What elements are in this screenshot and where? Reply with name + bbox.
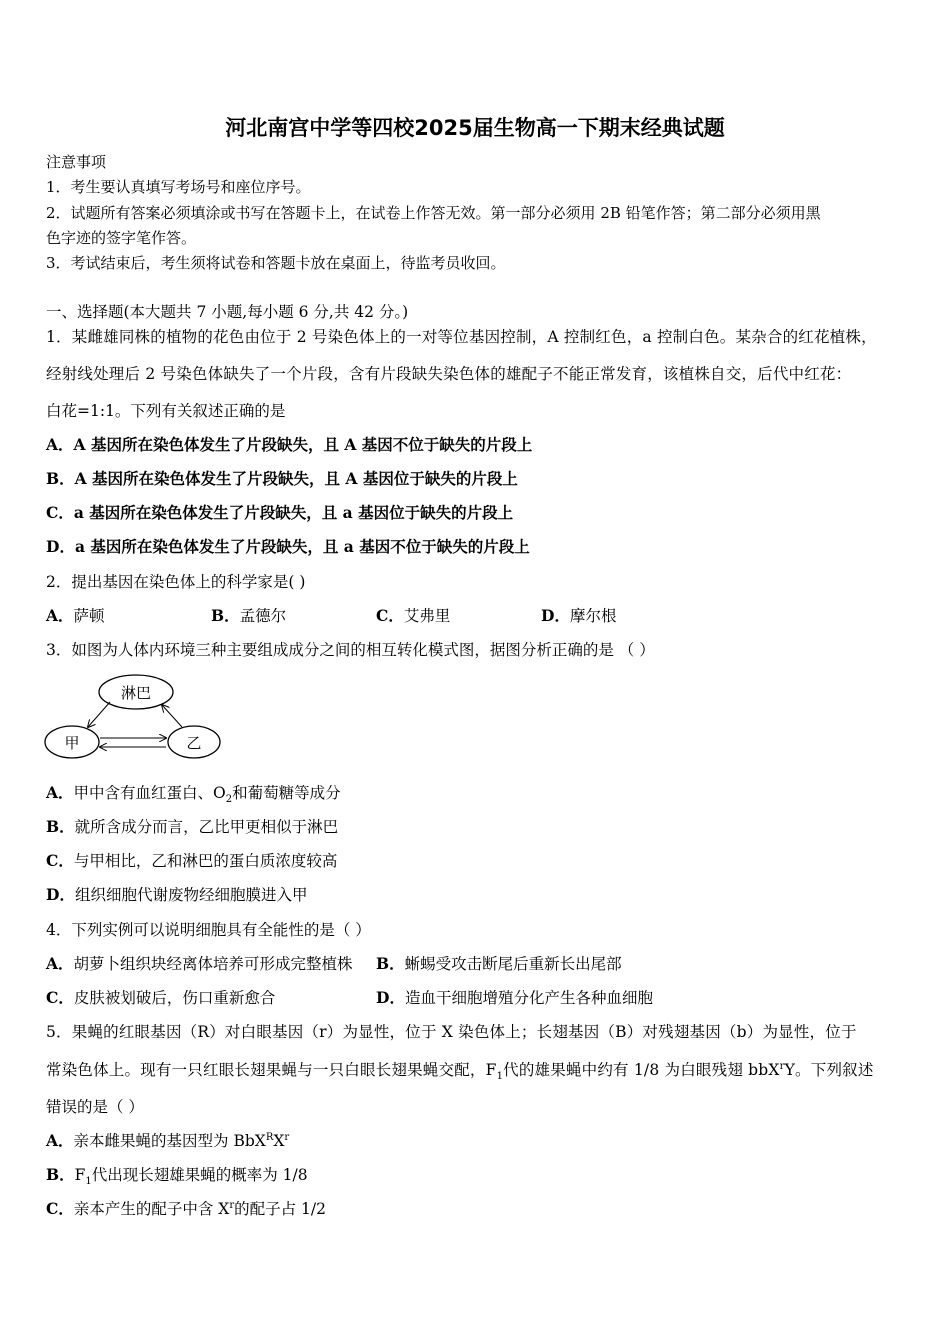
q4-option-a: A．胡萝卜组织块经离体培养可形成完整植株 <box>46 954 353 973</box>
option-key: A． <box>46 435 74 454</box>
q2-option-d: D．摩尔根 <box>541 606 617 625</box>
q3-option-a: A．甲中含有血红蛋白、$O_2$和葡萄糖等成分 <box>46 783 341 806</box>
q5-stem-line-2: 常染色体上。现有一只红眼长翅果蝇与一只白眼长翅果蝇交配，$F_1$代的雄果蝇中约有 1/8 为白眼残翅 bbX$^r$Y。下列叙述 <box>46 1060 874 1083</box>
q2-option-c: C．艾弗里 <box>376 606 451 625</box>
notice-heading: 注意事项 <box>46 153 107 171</box>
q5-stem-line-3: 错误的是（ ） <box>46 1098 144 1116</box>
arrow-yi-to-lymph <box>162 705 182 727</box>
option-key: B． <box>46 469 75 488</box>
q4-option-b: B．蜥蜴受攻击断尾后重新长出尾部 <box>376 954 622 973</box>
diagram-label-lymph: 淋巴 <box>120 684 152 702</box>
q5-option-b: B．$F_1$代出现长翅雄果蝇的概率为 1/8 <box>46 1165 308 1188</box>
q4-option-d: D．造血干细胞增殖分化产生各种血细胞 <box>376 988 653 1007</box>
q2-option-a: A．萨顿 <box>46 606 105 625</box>
q5-option-a: A．亲本雌果蝇的基因型为 $BbX^RX^r$ <box>46 1131 290 1150</box>
notice-item-3: 3．考试结束后，考生须将试卷和答题卡放在桌面上，待监考员收回。 <box>46 254 506 272</box>
q1-option-c <box>46 503 513 523</box>
q3-stem: 3．如图为人体内环境三种主要组成成分之间的相互转化模式图，据图分析正确的是 （ ） <box>46 641 655 659</box>
q4-stem: 4．下列实例可以说明细胞具有全能性的是（ ） <box>46 921 371 939</box>
q2-stem: 2．提出基因在染色体上的科学家是( ) <box>46 573 306 591</box>
notice-item-2-cont: 色字迹的签字笔作答。 <box>46 229 197 247</box>
q2-option-b: B．孟德尔 <box>211 606 287 625</box>
q5-option-c: C．亲本产生的配子中含 $X^r$的配子占 1/2 <box>46 1199 326 1218</box>
option-text: a 基因所在染色体发生了片段缺失，且 a 基因不位于缺失的片段上 <box>74 537 530 556</box>
notice-item-1: 1．考生要认真填写考场号和座位序号。 <box>46 178 311 196</box>
option-text: A 基因所在染色体发生了片段缺失，且 A 基因不位于缺失的片段上 <box>73 435 533 454</box>
q1-stem-line-1: 1．某雌雄同株的植物的花色由位于 2 号染色体上的一对等位基因控制，A 控制红色，a 控制白色。某杂合的红花植株， <box>46 328 877 346</box>
diagram-label-yi: 乙 <box>186 734 202 752</box>
q1-stem-line-3: 白花=1:1。下列有关叙述正确的是 <box>46 402 286 420</box>
q1-option-d <box>46 537 530 557</box>
q1-option-b <box>46 469 518 489</box>
q5-stem-line-1: 5．果蝇的红眼基因（R）对白眼基因（r）为显性，位于 X 染色体上；长翅基因（B）对残翅基因（b）为显性，位于 <box>46 1023 857 1041</box>
q1-stem-line-2: 经射线处理后 2 号染色体缺失了一个片段，含有片段缺失染色体的雄配子不能正常发育，该植株自交，后代中红花： <box>46 365 852 383</box>
section-heading: 一、选择题(本大题共 7 小题,每小题 6 分,共 42 分。) <box>46 303 409 321</box>
page-title: 河北南宫中学等四校2025届生物高一下期末经典试题 <box>225 116 725 140</box>
q3-option-b: B．就所含成分而言，乙比甲更相似于淋巴 <box>46 817 339 836</box>
notice-item-2: 2．试题所有答案必须填涂或书写在答题卡上，在试卷上作答无效。第一部分必须用 2B 铅笔作答；第二部分必须用黑 <box>46 204 821 222</box>
q3-body-fluid-diagram <box>44 672 224 764</box>
option-key: D． <box>46 537 75 556</box>
option-text: A 基因所在染色体发生了片段缺失，且 A 基因位于缺失的片段上 <box>74 469 518 488</box>
q3-option-d: D．组织细胞代谢废物经细胞膜进入甲 <box>46 885 308 904</box>
arrow-lymph-to-jia <box>88 702 110 727</box>
q1-option-a <box>46 435 532 455</box>
q3-option-c: C．与甲相比，乙和淋巴的蛋白质浓度较高 <box>46 851 338 870</box>
diagram-label-jia: 甲 <box>64 734 80 752</box>
option-key: C． <box>46 503 74 522</box>
q4-option-c: C．皮肤被划破后，伤口重新愈合 <box>46 988 276 1007</box>
option-text: a 基因所在染色体发生了片段缺失，且 a 基因位于缺失的片段上 <box>73 503 514 522</box>
